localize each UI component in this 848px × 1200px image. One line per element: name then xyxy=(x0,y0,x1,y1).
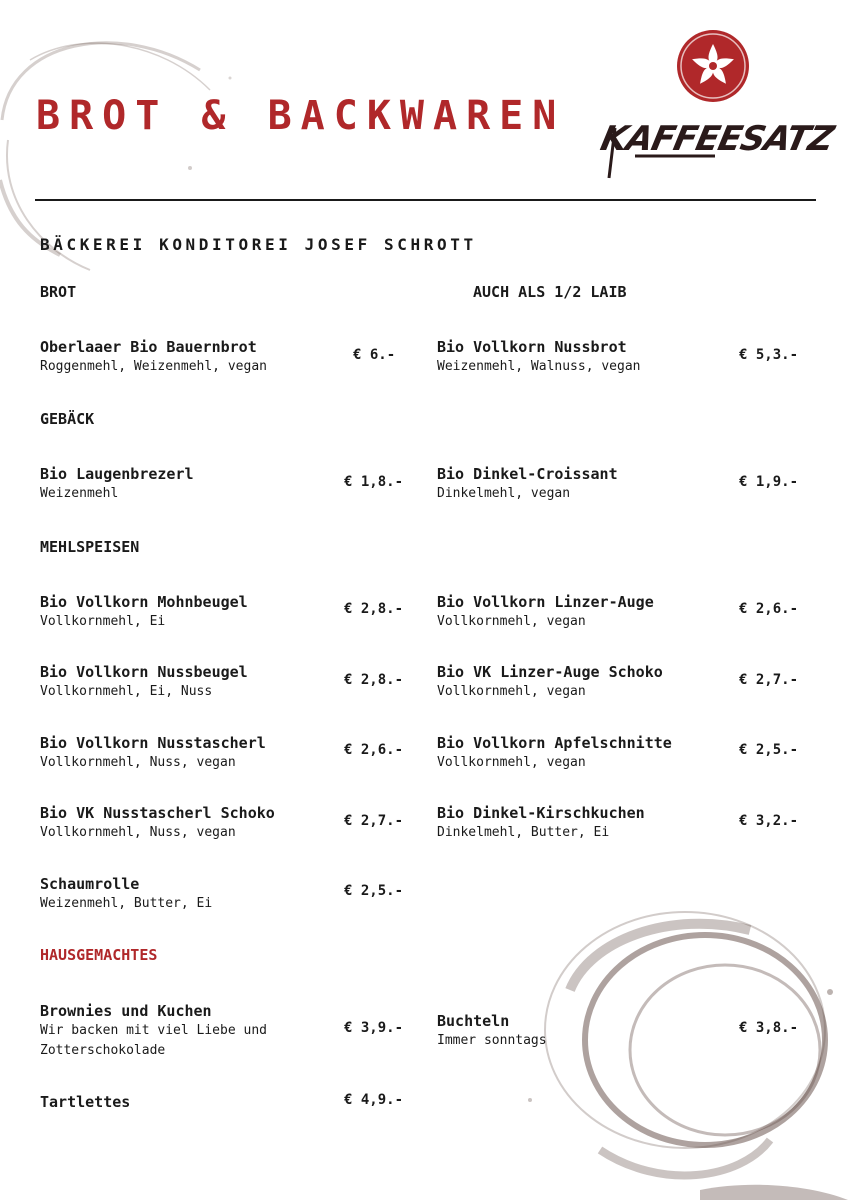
section-gebaeck: GEBÄCK xyxy=(40,410,95,428)
item-name: Bio Vollkorn Apfelschnitte xyxy=(437,734,672,752)
item-description: Vollkornmehl, vegan xyxy=(437,614,586,629)
section-brot-note: AUCH ALS 1/2 LAIB xyxy=(473,283,627,301)
brand-wordmark: KAFFEESATZ xyxy=(597,119,837,159)
page-title: BROT & BACKWAREN xyxy=(36,93,566,139)
item-description: Dinkelmehl, Butter, Ei xyxy=(437,825,610,840)
item-name: Bio Vollkorn Mohnbeugel xyxy=(40,593,248,611)
item-description: Vollkornmehl, Nuss, vegan xyxy=(40,755,236,770)
section-mehlspeisen: MEHLSPEISEN xyxy=(40,538,140,556)
bakery-name: BÄCKEREI KONDITOREI JOSEF SCHROTT xyxy=(40,235,477,254)
item-name: Bio Dinkel-Kirschkuchen xyxy=(437,804,645,822)
item-description: Wir backen mit viel Liebe und Zotterschokolade xyxy=(40,1023,267,1058)
item-name: Bio Laugenbrezerl xyxy=(40,465,194,483)
header-divider xyxy=(35,199,816,201)
item-name: Bio VK Nusstascherl Schoko xyxy=(40,804,275,822)
item-name: Oberlaaer Bio Bauernbrot xyxy=(40,338,257,356)
item-description: Vollkornmehl, Ei, Nuss xyxy=(40,684,213,699)
item-name: Bio Dinkel-Croissant xyxy=(437,465,618,483)
section-brot: BROT xyxy=(40,283,77,301)
item-price: € 3,9.- xyxy=(344,1020,404,1036)
menu-item xyxy=(40,733,330,773)
item-name: Schaumrolle xyxy=(40,875,140,893)
item-price: € 3,2.- xyxy=(739,813,799,829)
menu-item xyxy=(40,662,330,702)
item-price: € 2,7.- xyxy=(739,672,799,688)
item-description: Roggenmehl, Weizenmehl, vegan xyxy=(40,359,267,374)
item-name: Bio VK Linzer-Auge Schoko xyxy=(437,663,663,681)
menu-item xyxy=(437,803,727,843)
item-price: € 2,6.- xyxy=(739,601,799,617)
item-description: Weizenmehl, Walnuss, vegan xyxy=(437,359,641,374)
item-description: Vollkornmehl, vegan xyxy=(437,684,586,699)
menu-item xyxy=(40,803,330,843)
kaffeesatz-logo xyxy=(595,28,837,188)
item-price: € 2,8.- xyxy=(344,601,404,617)
menu-item xyxy=(437,1011,727,1051)
item-name: Buchteln xyxy=(437,1012,510,1030)
menu-item xyxy=(437,733,727,773)
section-hausgemachtes: HAUSGEMACHTES xyxy=(40,946,158,964)
item-name: Bio Vollkorn Nussbeugel xyxy=(40,663,248,681)
menu-item xyxy=(40,592,330,632)
item-price: € 2,7.- xyxy=(344,813,404,829)
item-price: € 1,9.- xyxy=(739,474,799,490)
menu-item xyxy=(40,1001,330,1061)
item-description: Vollkornmehl, Ei xyxy=(40,614,166,629)
item-price: € 2,6.- xyxy=(344,742,404,758)
item-name: Bio Vollkorn Linzer-Auge xyxy=(437,593,654,611)
item-description: Vollkornmehl, Nuss, vegan xyxy=(40,825,236,840)
menu-item xyxy=(437,464,727,504)
item-description: Vollkornmehl, vegan xyxy=(437,755,586,770)
item-price: € 2,8.- xyxy=(344,672,404,688)
menu-item xyxy=(40,874,330,914)
item-price: € 4,9.- xyxy=(344,1092,404,1108)
menu-item xyxy=(437,337,727,377)
menu-item xyxy=(40,337,330,377)
item-description: Dinkelmehl, vegan xyxy=(437,486,571,501)
menu-item xyxy=(40,464,330,504)
item-price: € 3,8.- xyxy=(739,1020,799,1036)
item-name: Bio Vollkorn Nussbrot xyxy=(437,338,627,356)
item-description: Weizenmehl xyxy=(40,486,119,501)
item-price: € 6.- xyxy=(353,347,396,363)
menu-item xyxy=(437,662,727,702)
item-price: € 5,3.- xyxy=(739,347,799,363)
menu-item xyxy=(437,592,727,632)
item-description: Weizenmehl, Butter, Ei xyxy=(40,896,213,911)
item-price: € 1,8.- xyxy=(344,474,404,490)
item-description: Immer sonntags xyxy=(437,1033,547,1048)
item-name: Bio Vollkorn Nusstascherl xyxy=(40,734,266,752)
item-name: Brownies und Kuchen xyxy=(40,1002,212,1020)
item-price: € 2,5.- xyxy=(344,883,404,899)
item-price: € 2,5.- xyxy=(739,742,799,758)
menu-item xyxy=(40,1092,130,1112)
item-name: Tartlettes xyxy=(40,1093,131,1111)
